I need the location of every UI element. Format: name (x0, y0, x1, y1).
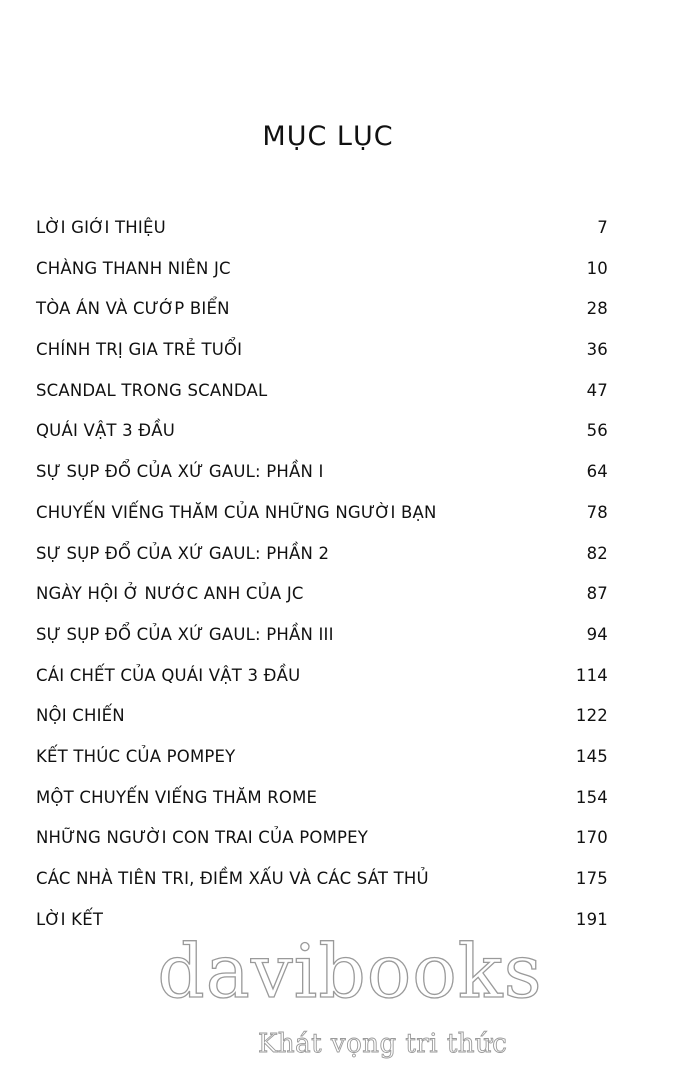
toc-entry (36, 656, 608, 697)
toc-entry-page-number: 145 (575, 746, 608, 766)
toc-entry (36, 778, 608, 819)
toc-entry-title: SỰ SỤP ĐỔ CỦA XỨ GAUL: PHẦN 2 (36, 543, 330, 563)
toc-entry-page-number: 94 (586, 624, 608, 644)
toc-entry-title: KẾT THÚC CỦA POMPEY (36, 746, 236, 766)
page-title: MỤC LỤC (262, 121, 394, 153)
toc-entry (36, 330, 608, 371)
toc-entry-title: CHÍNH TRỊ GIA TRẺ TUỔI (36, 340, 243, 360)
toc-entry-page-number: 114 (575, 665, 608, 685)
toc-entry-page-number: 170 (575, 828, 608, 848)
toc-entry-page-number: 64 (586, 462, 608, 482)
toc-entry (36, 574, 608, 615)
toc-entry-page-number: 175 (575, 869, 608, 888)
toc-entry-page-number: 87 (586, 584, 608, 604)
watermark-brand: davibooks (157, 929, 543, 1015)
toc-entry-title: SCANDAL TRONG SCANDAL (36, 380, 268, 400)
toc-entry-page-number: 82 (586, 543, 608, 563)
toc-entry (36, 371, 608, 412)
toc-entry-title: CHUYẾN VIẾNG THĂM CỦA NHỮNG NGƯỜI BẠN (36, 502, 437, 522)
toc-entry (36, 818, 608, 859)
toc-entry (36, 452, 608, 493)
toc-entry (36, 208, 608, 249)
toc-entry (36, 696, 608, 737)
toc-entry-page-number: 122 (575, 706, 608, 726)
toc-entry-page-number: 78 (586, 502, 608, 522)
toc-entry (36, 289, 608, 330)
toc-entry-page-number: 47 (586, 380, 608, 400)
toc-entry (36, 615, 608, 656)
toc-entry-page-number: 191 (575, 909, 608, 929)
toc-entry-title: TÒA ÁN VÀ CƯỚP BIỂN (36, 299, 230, 319)
toc-entry-title: QUÁI VẬT 3 ĐẦU (36, 421, 176, 441)
table-of-contents (36, 208, 608, 940)
toc-entry-page-number: 56 (586, 421, 608, 441)
toc-entry-title: MỘT CHUYẾN VIẾNG THĂM ROME (36, 787, 318, 807)
toc-entry-title: NỘI CHIẾN (36, 706, 125, 726)
toc-entry (36, 411, 608, 452)
toc-entry (36, 534, 608, 575)
toc-entry (36, 737, 608, 778)
toc-entry-page-number: 36 (586, 340, 608, 360)
toc-entry-page-number: 28 (586, 299, 608, 319)
toc-entry-title: CÁC NHÀ TIÊN TRI, ĐIỀM XẤU VÀ CÁC SÁT THỦ (36, 869, 429, 888)
watermark-slogan: Khát vọng tri thức (258, 1029, 508, 1059)
toc-entry (36, 249, 608, 290)
toc-entry-title: SỰ SỤP ĐỔ CỦA XỨ GAUL: PHẦN III (36, 624, 334, 644)
toc-entry-page-number: 154 (575, 787, 608, 807)
toc-entry-title: LỜI KẾT (36, 909, 104, 929)
toc-entry (36, 859, 608, 900)
toc-entry-page-number: 10 (586, 258, 608, 278)
toc-entry-page-number: 7 (597, 218, 608, 237)
toc-entry-title: CHÀNG THANH NIÊN JC (36, 258, 231, 278)
toc-entry-title: CÁI CHẾT CỦA QUÁI VẬT 3 ĐẦU (36, 665, 301, 685)
toc-entry-title: NGÀY HỘI Ở NƯỚC ANH CỦA JC (36, 584, 304, 604)
toc-entry (36, 493, 608, 534)
toc-entry-title: SỰ SỤP ĐỔ CỦA XỨ GAUL: PHẦN I (36, 462, 324, 482)
toc-entry-title: NHỮNG NGƯỜI CON TRAI CỦA POMPEY (36, 828, 369, 848)
toc-entry-title: LỜI GIỚI THIỆU (36, 218, 166, 237)
